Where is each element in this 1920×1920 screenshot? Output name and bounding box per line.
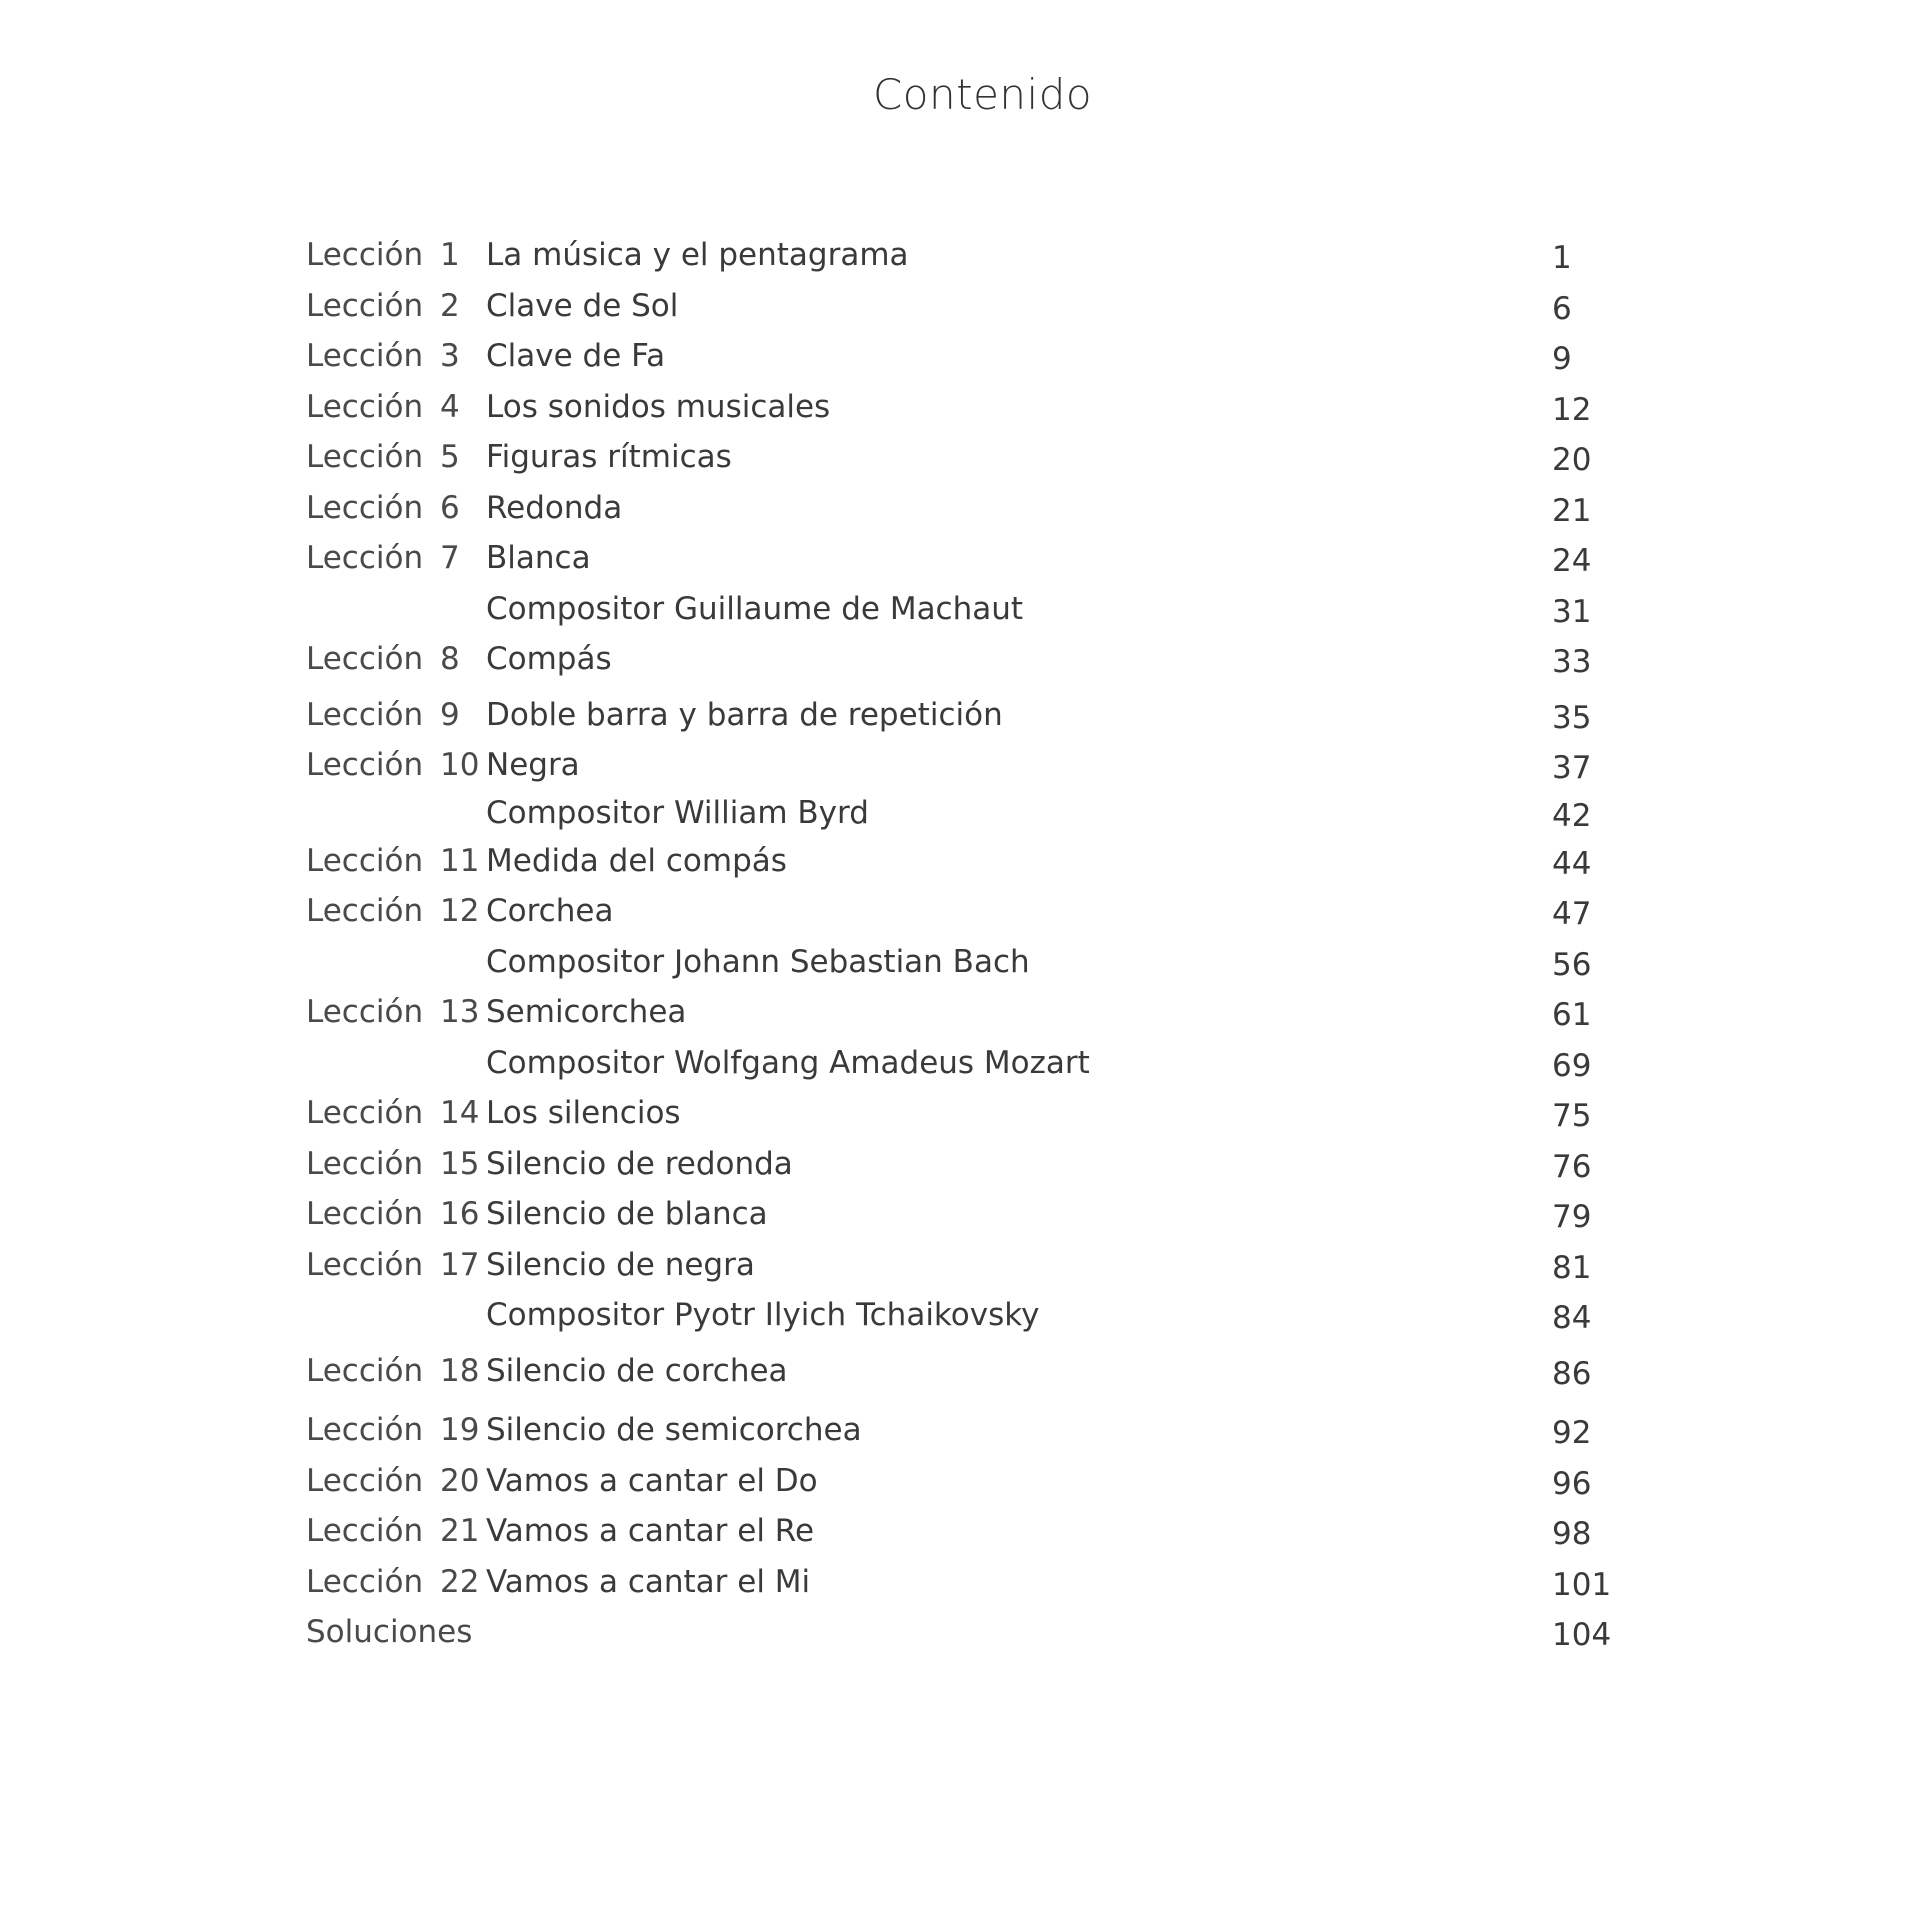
lesson-topic: Silencio de semicorchea — [486, 1412, 862, 1448]
lesson-number: 10 — [440, 747, 480, 783]
lesson-topic: Clave de Fa — [486, 338, 666, 374]
lesson-number: 14 — [440, 1095, 480, 1131]
lesson-topic: Negra — [486, 747, 580, 783]
page-number: 69 — [1552, 1047, 1592, 1084]
toc-entry — [304, 1290, 1624, 1341]
lesson-label: Soluciones — [306, 1614, 473, 1650]
lesson-number: 12 — [440, 893, 480, 929]
page-number: 9 — [1552, 341, 1572, 377]
toc-entry — [304, 1607, 1624, 1658]
lesson-number: 20 — [440, 1462, 480, 1499]
toc-entry — [304, 836, 1624, 887]
toc-entry — [304, 1189, 1624, 1240]
lesson-topic: Corchea — [486, 893, 614, 929]
page-number: 20 — [1552, 442, 1592, 478]
page-number: 35 — [1552, 699, 1592, 736]
page-number: 75 — [1552, 1098, 1592, 1134]
lesson-label: Lección — [306, 696, 424, 733]
page-number: 76 — [1552, 1148, 1592, 1185]
lesson-label: Lección — [306, 1352, 424, 1389]
toc-entry — [304, 331, 1624, 382]
lesson-topic: Compositor Guillaume de Machaut — [486, 590, 1024, 627]
lesson-number: 22 — [440, 1563, 480, 1600]
lesson-topic: Silencio de negra — [486, 1246, 755, 1283]
lesson-label: Lección — [306, 237, 424, 273]
lesson-topic: Silencio de corchea — [486, 1352, 788, 1389]
lesson-topic: Vamos a cantar el Mi — [486, 1563, 811, 1600]
toc-entry — [304, 1139, 1624, 1190]
page-number: 79 — [1552, 1199, 1592, 1235]
lesson-label: Lección — [306, 489, 424, 526]
toc-entry — [304, 1346, 1624, 1397]
toc-entry — [304, 584, 1624, 635]
page-number: 84 — [1552, 1300, 1592, 1336]
lesson-topic: Silencio de redonda — [486, 1145, 793, 1182]
page-number: 47 — [1552, 896, 1592, 932]
toc-entry — [304, 1240, 1624, 1291]
lesson-number: 16 — [440, 1196, 480, 1232]
page-number: 24 — [1552, 543, 1592, 579]
lesson-topic: Figuras rítmicas — [486, 439, 732, 475]
lesson-label: Lección — [306, 1513, 424, 1549]
toc-entry — [304, 1088, 1624, 1139]
toc-entry — [304, 1456, 1624, 1507]
lesson-topic: Los silencios — [486, 1095, 681, 1131]
page-number: 44 — [1552, 845, 1592, 882]
lesson-label: Lección — [306, 1462, 424, 1499]
lesson-number: 8 — [440, 641, 460, 677]
lesson-number: 17 — [440, 1246, 480, 1283]
lesson-topic: Compositor William Byrd — [486, 794, 869, 831]
lesson-label: Lección — [306, 842, 424, 879]
lesson-number: 3 — [440, 338, 460, 374]
lesson-label: Lección — [306, 1145, 424, 1182]
lesson-topic: Silencio de blanca — [486, 1196, 768, 1232]
lesson-topic: Compositor Wolfgang Amadeus Mozart — [486, 1044, 1090, 1081]
page-number: 37 — [1552, 750, 1592, 786]
lesson-label: Lección — [306, 994, 424, 1030]
lesson-number: 1 — [440, 237, 460, 273]
page-number: 61 — [1552, 997, 1592, 1033]
lesson-label: Lección — [306, 1412, 424, 1448]
lesson-label: Lección — [306, 540, 424, 576]
toc-entry — [304, 382, 1624, 433]
toc-entry — [304, 1038, 1624, 1089]
page-number: 31 — [1552, 593, 1592, 630]
page-title: Contenido — [872, 70, 1093, 119]
lesson-topic: Compositor Pyotr Ilyich Tchaikovsky — [486, 1297, 1040, 1333]
page-number: 33 — [1552, 644, 1592, 680]
lesson-topic: Doble barra y barra de repetición — [486, 696, 1003, 733]
toc-entry — [304, 1506, 1624, 1557]
page-number: 98 — [1552, 1516, 1592, 1552]
lesson-label: Lección — [306, 747, 424, 783]
lesson-topic: La música y el pentagrama — [486, 237, 909, 273]
toc-entry — [304, 1557, 1624, 1608]
lesson-label: Lección — [306, 1196, 424, 1232]
toc-entry — [304, 937, 1624, 988]
lesson-topic: Compositor Johann Sebastian Bach — [486, 943, 1030, 980]
toc-entry — [304, 987, 1624, 1038]
lesson-number: 2 — [440, 287, 460, 324]
page-number: 104 — [1552, 1617, 1612, 1653]
lesson-number: 4 — [440, 388, 460, 425]
toc-entry — [304, 886, 1624, 937]
lesson-label: Lección — [306, 388, 424, 425]
lesson-label: Lección — [306, 338, 424, 374]
page-number: 92 — [1552, 1415, 1592, 1451]
toc-entry — [304, 533, 1624, 584]
lesson-topic: Medida del compás — [486, 842, 787, 879]
lesson-topic: Redonda — [486, 489, 623, 526]
toc-entry — [304, 281, 1624, 332]
lesson-number: 6 — [440, 489, 460, 526]
lesson-label: Lección — [306, 1246, 424, 1283]
toc-entry — [304, 634, 1624, 685]
toc-entry — [304, 230, 1624, 281]
page-number: 86 — [1552, 1355, 1592, 1392]
page-number: 96 — [1552, 1465, 1592, 1502]
lesson-number: 19 — [440, 1412, 480, 1448]
page-number: 101 — [1552, 1566, 1612, 1603]
lesson-number: 21 — [440, 1513, 480, 1549]
lesson-number: 13 — [440, 994, 480, 1030]
lesson-topic: Vamos a cantar el Re — [486, 1513, 815, 1549]
lesson-label: Lección — [306, 439, 424, 475]
page-number: 56 — [1552, 946, 1592, 983]
lesson-topic: Los sonidos musicales — [486, 388, 831, 425]
lesson-number: 5 — [440, 439, 460, 475]
lesson-label: Lección — [306, 893, 424, 929]
page-number: 1 — [1552, 240, 1572, 276]
lesson-topic: Semicorchea — [486, 994, 687, 1030]
lesson-label: Lección — [306, 287, 424, 324]
table-of-contents — [304, 230, 1624, 1658]
lesson-topic: Clave de Sol — [486, 287, 679, 324]
toc-entry — [304, 1405, 1624, 1456]
page-number: 6 — [1552, 290, 1572, 327]
toc-entry — [304, 740, 1624, 791]
toc-entry — [304, 483, 1624, 534]
toc-entry — [304, 690, 1624, 741]
lesson-number: 11 — [440, 842, 480, 879]
lesson-number: 7 — [440, 540, 460, 576]
toc-entry — [304, 791, 1624, 836]
page-number: 12 — [1552, 391, 1592, 428]
lesson-label: Lección — [306, 1095, 424, 1131]
lesson-number: 18 — [440, 1352, 480, 1389]
lesson-topic: Vamos a cantar el Do — [486, 1462, 818, 1499]
lesson-topic: Blanca — [486, 540, 591, 576]
lesson-number: 9 — [440, 696, 460, 733]
page-number: 21 — [1552, 492, 1592, 529]
page-number: 42 — [1552, 797, 1592, 834]
lesson-label: Lección — [306, 641, 424, 677]
lesson-number: 15 — [440, 1145, 480, 1182]
lesson-label: Lección — [306, 1563, 424, 1600]
toc-entry — [304, 432, 1624, 483]
lesson-topic: Compás — [486, 641, 612, 677]
page-number: 81 — [1552, 1249, 1592, 1286]
